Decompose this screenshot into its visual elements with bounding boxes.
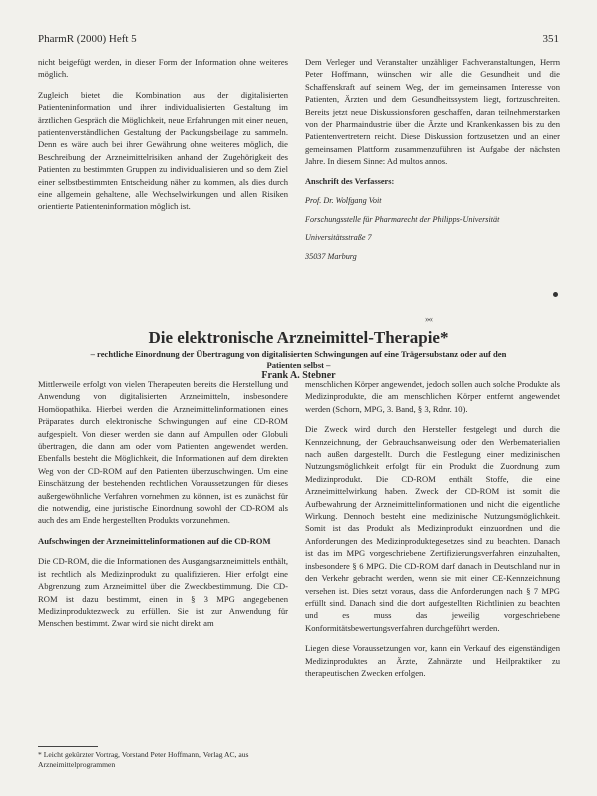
bottom-right-column [305, 378, 560, 687]
paragraph: Dem Verleger und Veranstalter unzähliger Fachveranstaltungen, Herrn Peter Hoffmann, wünschen wir alle die Gesundheit und die Schaffenskraft auf seinem Weg, der im gemeinsamen Interesse von Patienten, Ärzten und dem Gesundheitssystem liegt, fortzuschreiten. Bereits jetzt neue Diskussionsforen geschaffen, daran teilnehmerstarken von der Pharmaindustrie über die Ärzte und Krankenkassen bis zu den Patientenvertretern reicht. Diese Diskussion fortzusetzen und an einer gemeinsamen Plattform zusammenzuführen ist Aufgabe der nächsten Jahre. In diesem Sinne: Ad multos annos. [305, 57, 560, 167]
bottom-left-column [38, 378, 288, 638]
address-line: 35037 Marburg [305, 251, 357, 261]
address-line: Universitätsstraße 7 [305, 233, 372, 243]
paragraph: Zugleich bietet die Kombination aus der digitalisierten Patienteninformation und ihrer individualisierten Gestaltung im ärztlichen Gespräch die Möglichkeit, neue Erfahrungen mit einer neuen, patientenverständlichen Gestaltung der Packungsbeilage zu sammeln. Denn es wäre auch bei ihrer Gewährung ohne weiteres möglich, die Beschreibung der Arzneimittelrisiken anhand der Zugehörigkeit des Patienten zu bestimmten Gruppen zu individualisieren und so dem Ziel einer selbstbestimmten Entscheidung näher zu kommen, als dies durch eine allgemein gehaltene, alle Wechselwirkungen und allen Risiken orientierte Patienteninformation möglich ist. [38, 89, 288, 212]
footnote-text: * Leicht gekürzter Vortrag, Vorstand Peter Hoffmann, Verlag AC, aus Arzneimittelprogrammen [38, 750, 249, 769]
article-title: Die elektronische Arzneimittel-Therapie* [148, 328, 449, 347]
address-heading: Anschrift des Verfassers: [305, 176, 395, 186]
paragraph: Die Zweck wird durch den Hersteller festgelegt und durch die Kennzeichnung, der Gebrauchsanweisung oder den Werbematerialien nach außen dargestellt. Durch die Festlegung einer medizinischen Nutzungsmöglichkeit erfolgt für ein Produkt die Zuordnung zum Medizinprodukt. Die CD-ROM enthält Stoffe, die eine Arzneimittelwirkung haben. Zweck der CD-ROM ist somit die Aufbewahrung der Arzneimittelinformationen und nicht die eigentliche Wirkung. Dennoch besteht eine medizinische Nutzungsmöglichkeit. Somit ist das Produkt als Medizinprodukt einzuordnen und die Anforderungen des Medizinproduktegesetzes sind zu beachten. Danach ist das im MPG vorgeschriebene Zertifizierungsverfahren einzuhalten, insbesondere § 6 MPG. Die CD-ROM darf danach in Deutschland nur in den Verkehr gebracht werden, wenn sie mit einer CE-Kennzeichnung versehen ist. Dies setzt voraus, dass die Anforderungen nach § 7 MPG erfüllt sind. Danach sind die dort aufgestellten Richtlinien zu beachten und es muss das jeweilig vorgeschriebene Konformitätsbewertungsverfahren durchgeführt werden. [305, 424, 560, 633]
paragraph: Die CD-ROM, die die Informationen des Ausgangsarzneimittels enthält, ist rechtlich als Medizinprodukt zu qualifizieren. Hier erfolgt eine Abgrenzung zum Arzneimittel über die Zweckbestimmung. Die CD-ROM ist dazu bestimmt, einen in § 3 MPG angegebenen Medizinproduktezweck zu erfüllen. Sie ist zur Anwendung für Menschen bestimmt. Zwar wird sie nicht direkt am [38, 556, 288, 629]
address-line: Prof. Dr. Wolfgang Voit [305, 196, 382, 206]
paragraph: Liegen diese Voraussetzungen vor, kann ein Verkauf des eigenständigen Medizinproduktes an Ärzte, Zahnärzte und Heilpraktiker zu therapeutischen Zwecken erfolgen. [305, 643, 560, 678]
paragraph: nicht beigefügt werden, in dieser Form der Information ohne weiteres möglich. [38, 57, 288, 80]
top-right-column [305, 56, 560, 270]
footnote-divider [38, 746, 98, 747]
end-mark-icon [553, 292, 558, 297]
address-line: Forschungsstelle für Pharmarecht der Philipps-Universität [305, 214, 500, 224]
article-subtitle: – rechtliche Einordnung der Übertragung von digitalisierten Schwingungen auf eine Trägersubstanz oder auf den Patienten selbst – [90, 349, 507, 370]
paragraph: Mittlerweile erfolgt von vielen Therapeuten bereits die Herstellung und Anwendung von digitalisierten Arzneimitteln, insbesondere Homöopathika. Hierbei werden die Arzneimittelinformationen eines Präparates durch elektronische Schwingungen auf eine CD-ROM aufgespielt. Von dieser werden sie dann auf Ampullen oder Globuli übertragen, die dann am oder vom Patienten angewendet werden. Ebenfalls besteht die Möglichkeit, die Informationen auf dem direkten Weg von der CD-ROM auf den Patienten überzuschwingen. Um eine Einschätzung der bestehenden rechtlichen Voraussetzungen für dieses außergewöhnliche Verfahren vornehmen zu können, ist es zunächst für die notwendig, eine juristische Einordnung sowohl der CD-ROM als auch des am Ende hergestellten Produkts vorzunehmen. [38, 379, 288, 526]
journal-header: PharmR (2000) Heft 5 [38, 33, 137, 45]
footnote [38, 742, 288, 770]
top-left-column [38, 56, 288, 221]
paragraph: menschlichen Körper angewendet, jedoch sollen auch solche Produkte als Medizinprodukte, die am menschlichen Körper entfernt angewendet werden (Schorn, MPG, 3. Band, § 3, Rdnr. 10). [305, 379, 560, 414]
page-number: 351 [542, 33, 559, 45]
decorative-mark: »« [425, 314, 432, 324]
article-author: Frank A. Stebner [261, 370, 336, 381]
section-heading: Aufschwingen der Arzneimittelinformationen auf die CD-ROM [38, 535, 271, 546]
